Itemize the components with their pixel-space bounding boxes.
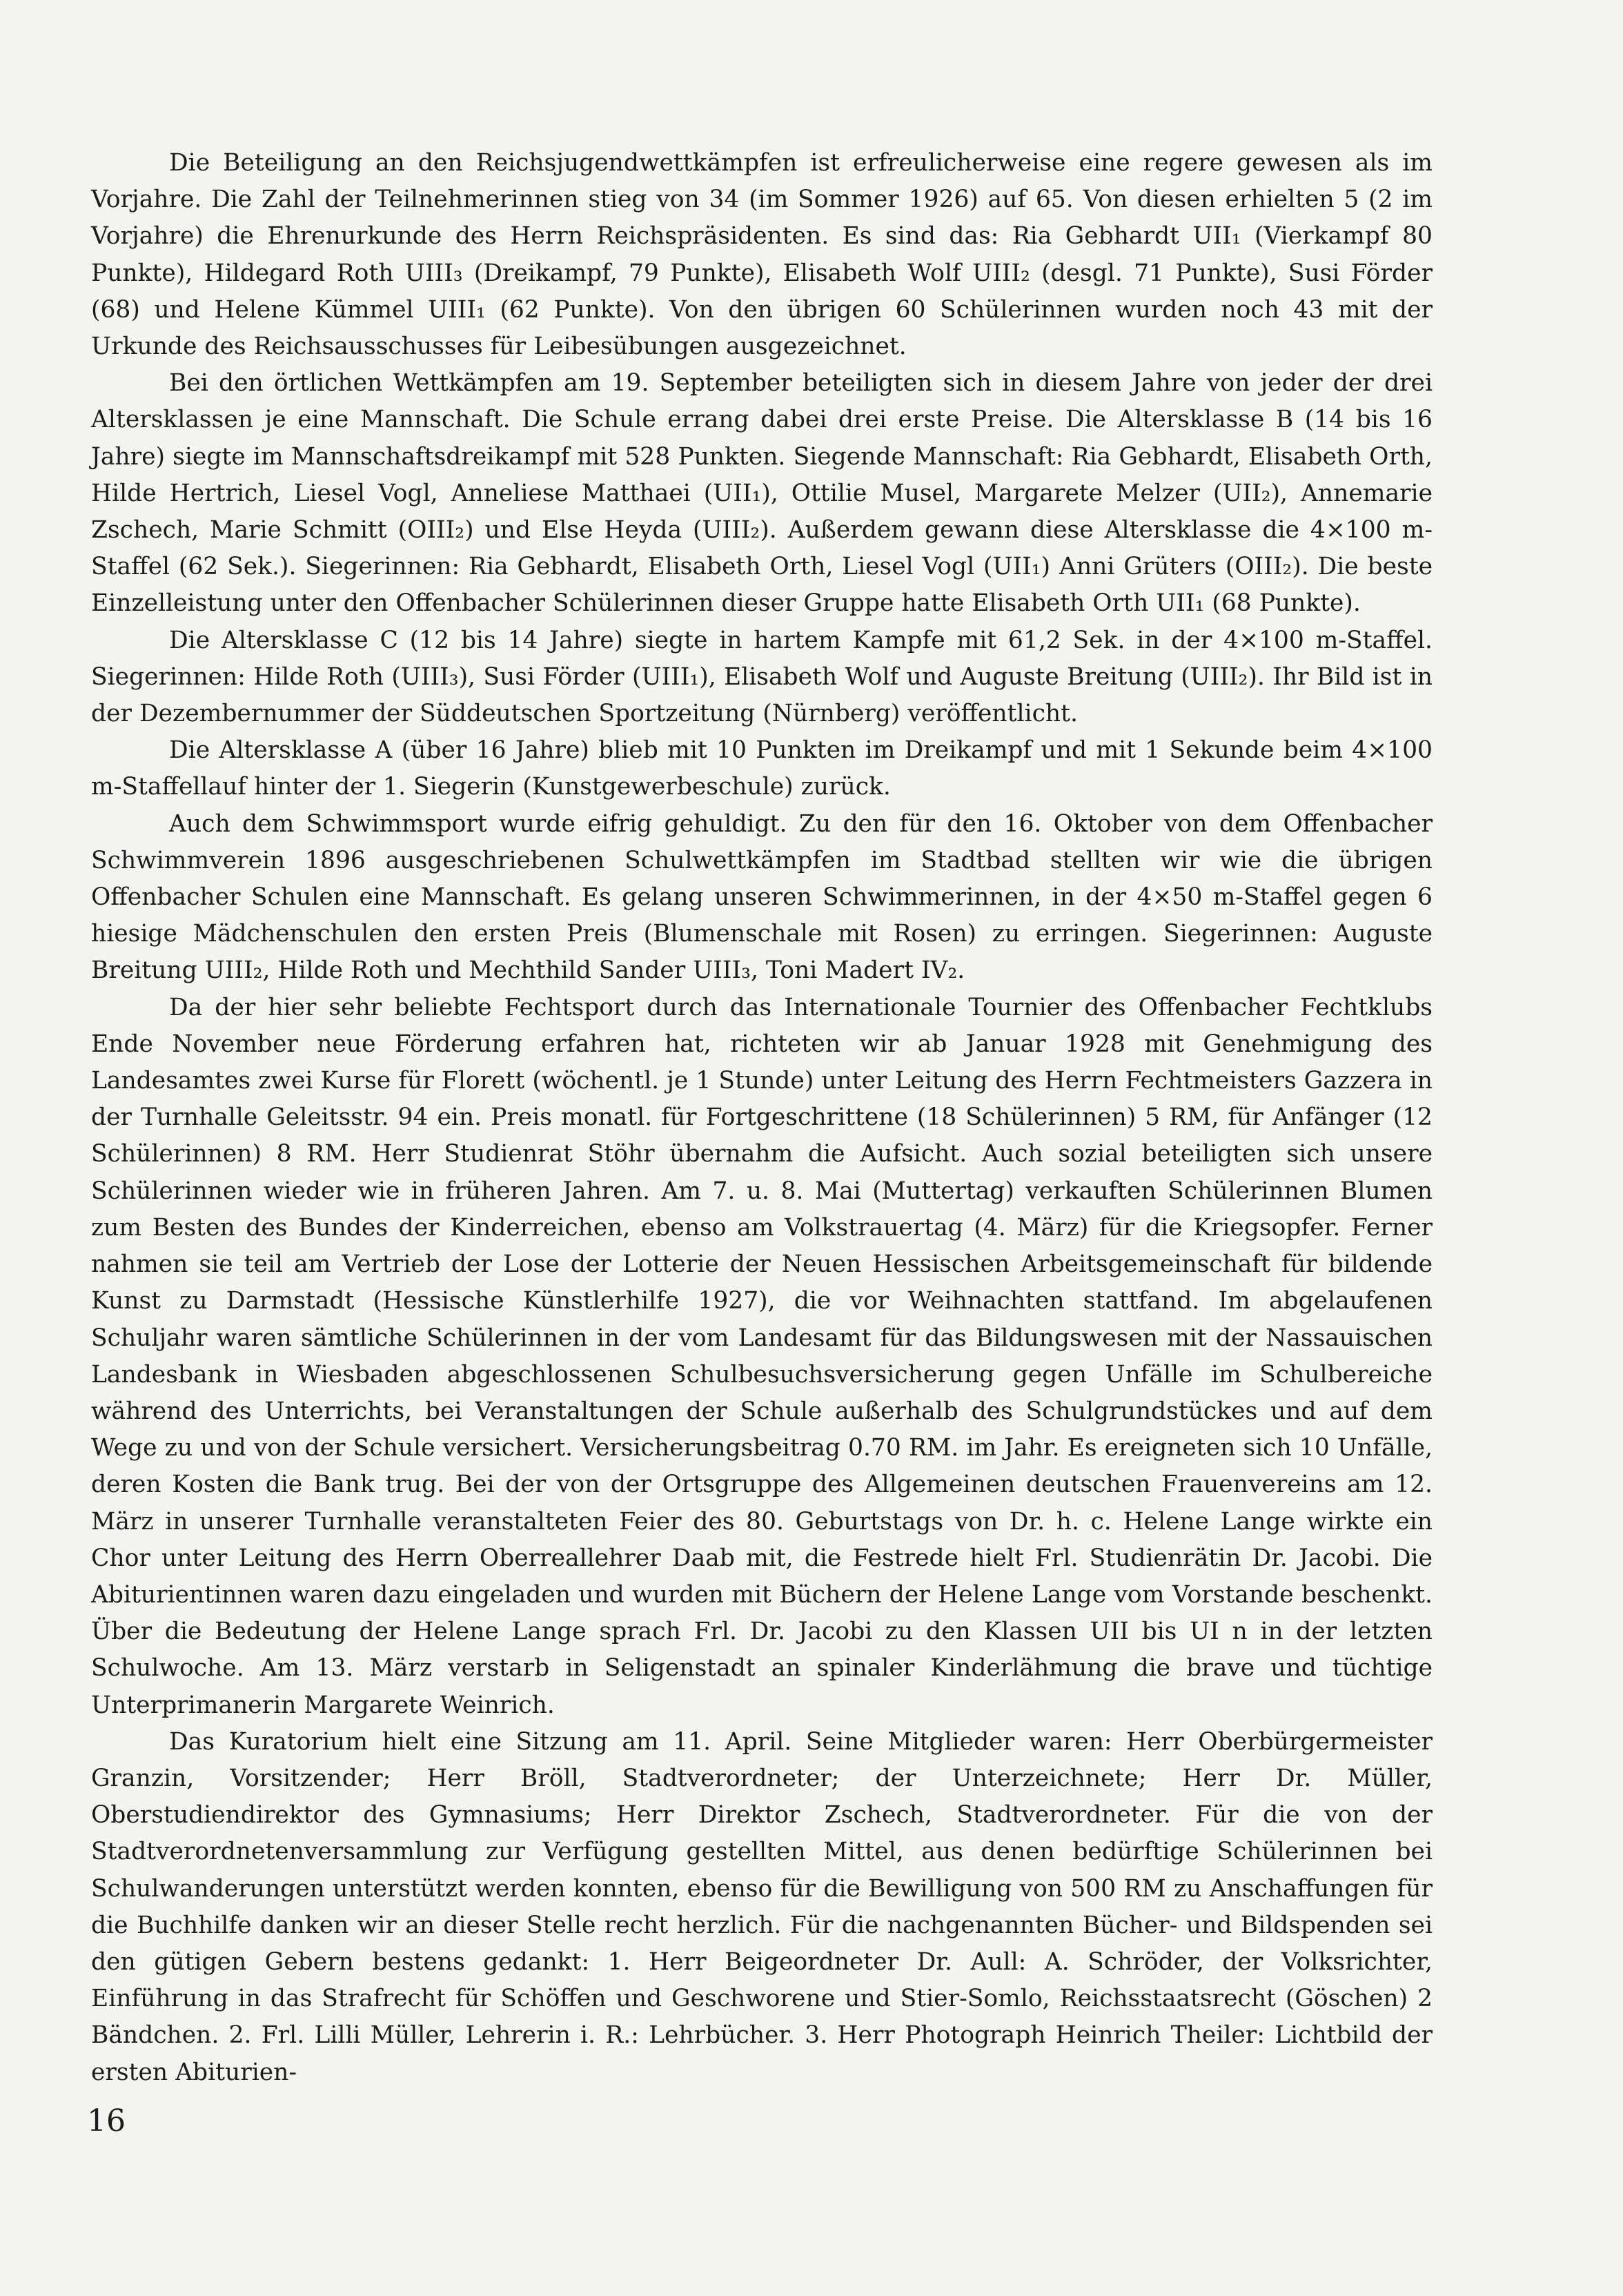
paragraph-kuratorium: Das Kuratorium hielt eine Sitzung am 11. April. Seine Mitglieder waren: Herr Oberbürgermeister Granzin, Vorsitzender; Herr Bröll, Stadtverordneter; der Unterzeichnete; Herr Dr. Müller, Oberstudiendirektor des Gymnasiums; Herr Direktor Zschech, Stadtverordneter. Für die von der Stadtverordnetenversammlung zur Verfügung gestellten Mittel, aus denen bedürftige Schülerinnen bei Schulwanderungen unterstützt werden konnten, ebenso für die Bewilligung von 500 RM zu Anschaffungen für die Buchhilfe danken wir an dieser Stelle recht herzlich. Für die nachgenannten Bücher- und Bildspenden sei den gütigen Gebern bestens gedankt: 1. Herr Beigeordneter Dr. Aull: A. Schröder, der Volksrichter, Einführung in das Strafrecht für Schöffen und Geschworene und Stier-Somlo, Reichsstaatsrecht (Göschen) 2 Bändchen. 2. Frl. Lilli Müller, Lehrerin i. R.: Lehrbücher. 3. Herr Photograph Heinrich Theiler: Lichtbild der ersten Abiturien- bbox=[91, 1727, 1433, 2086]
paragraph-oertliche-wettkaempfe: Bei den örtlichen Wettkämpfen am 19. September beteiligten sich in diesem Jahre von jeder der drei Altersklassen je eine Mannschaft. Die Schule errang dabei drei erste Preise. Die Altersklasse B (14 bis 16 Jahre) siegte im Mannschaftsdreikampf mit 528 Punkten. Siegende Mannschaft: Ria Gebhardt, Elisabeth Orth, Hilde Hertrich, Liesel Vogl, Anneliese Matthaei (UII₁), Ottilie Musel, Margarete Melzer (UII₂), Annemarie Zschech, Marie Schmitt (OIII₂) und Else Heyda (UIII₂). Außerdem gewann diese Altersklasse die 4×100 m-Staffel (62 Sek.). Siegerinnen: Ria Gebhardt, Elisabeth Orth, Liesel Vogl (UII₁) Anni Grüters (OIII₂). Die beste Einzelleistung unter den Offenbacher Schülerinnen dieser Gruppe hatte Elisabeth Orth UII₁ (68 Punkte). bbox=[91, 369, 1433, 618]
paragraph-altersklasse-c: Die Altersklasse C (12 bis 14 Jahre) siegte in hartem Kampfe mit 61,2 Sek. in der 4×100 m-Staffel. Siegerinnen: Hilde Roth (UIII₃), Susi Förder (UIII₁), Elisabeth Wolf und Auguste Breitung (UIII₂). Ihr Bild ist in der Dezembernummer der Süddeutschen Sportzeitung (Nürnberg) veröffentlicht. bbox=[91, 626, 1433, 728]
body-text bbox=[91, 145, 1433, 2091]
paragraph-reichsjugendwettkaempfe: Die Beteiligung an den Reichsjugendwettkämpfen ist erfreulicherweise eine regere gewesen als im Vorjahre. Die Zahl der Teilnehmerinnen stieg von 34 (im Sommer 1926) auf 65. Von diesen erhielten 5 (2 im Vorjahre) die Ehrenurkunde des Herrn Reichspräsidenten. Es sind das: Ria Gebhardt UII₁ (Vierkampf 80 Punkte), Hildegard Roth UIII₃ (Dreikampf, 79 Punkte), Elisabeth Wolf UIII₂ (desgl. 71 Punkte), Susi Förder (68) und Helene Kümmel UIII₁ (62 Punkte). Von den übrigen 60 Schülerinnen wurden noch 43 mit der Urkunde des Reichsausschusses für Leibesübungen ausgezeichnet. bbox=[91, 149, 1433, 361]
page-number: 16 bbox=[87, 2103, 126, 2139]
paragraph-fechtsport: Da der hier sehr beliebte Fechtsport durch das Internationale Tournier des Offenbacher Fechtklubs Ende November neue Förderung erfahren hat, richteten wir ab Januar 1928 mit Genehmigung des Landesamtes zwei Kurse für Florett (wöchentl. je 1 Stunde) unter Leitung des Herrn Fechtmeisters Gazzera in der Turnhalle Geleitsstr. 94 ein. Preis monatl. für Fortgeschrittene (18 Schülerinnen) 5 RM, für Anfänger (12 Schülerinnen) 8 RM. Herr Studienrat Stöhr übernahm die Aufsicht. Auch sozial beteiligten sich unsere Schülerinnen wieder wie in früheren Jahren. Am 7. u. 8. Mai (Muttertag) verkauften Schülerinnen Blumen zum Besten des Bundes der Kinderreichen, ebenso am Volkstrauertag (4. März) für die Kriegsopfer. Ferner nahmen sie teil am Vertrieb der Lose der Lotterie der Neuen Hessischen Arbeitsgemeinschaft für bildende Kunst zu Darmstadt (Hessische Künstlerhilfe 1927), die vor Weihnachten stattfand. Im abgelaufenen Schuljahr waren sämtliche Schülerinnen in der vom Landesamt für das Bildungswesen mit der Nassauischen Landesbank in Wiesbaden abgeschlossenen Schulbesuchsversicherung gegen Unfälle im Schulbereiche während des Unterrichts, bei Veranstaltungen der Schule außerhalb des Schulgrundstückes und auf dem Wege zu und von der Schule versichert. Versicherungsbeitrag 0.70 RM. im Jahr. Es ereigneten sich 10 Unfälle, deren Kosten die Bank trug. Bei der von der Ortsgruppe des Allgemeinen deutschen Frauenvereins am 12. März in unserer Turnhalle veranstalteten Feier des 80. Geburtstags von Dr. h. c. Helene Lange wirkte ein Chor unter Leitung des Herrn Oberreallehrer Daab mit, die Festrede hielt Frl. Studienrätin Dr. Jacobi. Die Abiturientinnen waren dazu eingeladen und wurden mit Büchern der Helene Lange vom Vorstande beschenkt. Über die Bedeutung der Helene Lange sprach Frl. Dr. Jacobi zu den Klassen UII bis UI n in der letzten Schulwoche. Am 13. März verstarb in Seligenstadt an spinaler Kinderlähmung die brave und tüchtige Unterprimanerin Margarete Weinrich. bbox=[91, 993, 1433, 1719]
paragraph-schwimmsport: Auch dem Schwimmsport wurde eifrig gehuldigt. Zu den für den 16. Oktober von dem Offenbacher Schwimmverein 1896 ausgeschriebenen Schulwettkämpfen im Stadtbad stellten wir wie die übrigen Offenbacher Schulen eine Mannschaft. Es gelang unseren Schwimmerinnen, in der 4×50 m-Staffel gegen 6 hiesige Mädchenschulen den ersten Preis (Blumenschale mit Rosen) zu erringen. Siegerinnen: Auguste Breitung UIII₂, Hilde Roth und Mechthild Sander UIII₃, Toni Madert IV₂. bbox=[91, 810, 1433, 985]
paragraph-altersklasse-a: Die Altersklasse A (über 16 Jahre) blieb mit 10 Punkten im Dreikampf und mit 1 Sekunde beim 4×100 m-Staffellauf hinter der 1. Siegerin (Kunstgewerbeschule) zurück. bbox=[91, 736, 1433, 801]
